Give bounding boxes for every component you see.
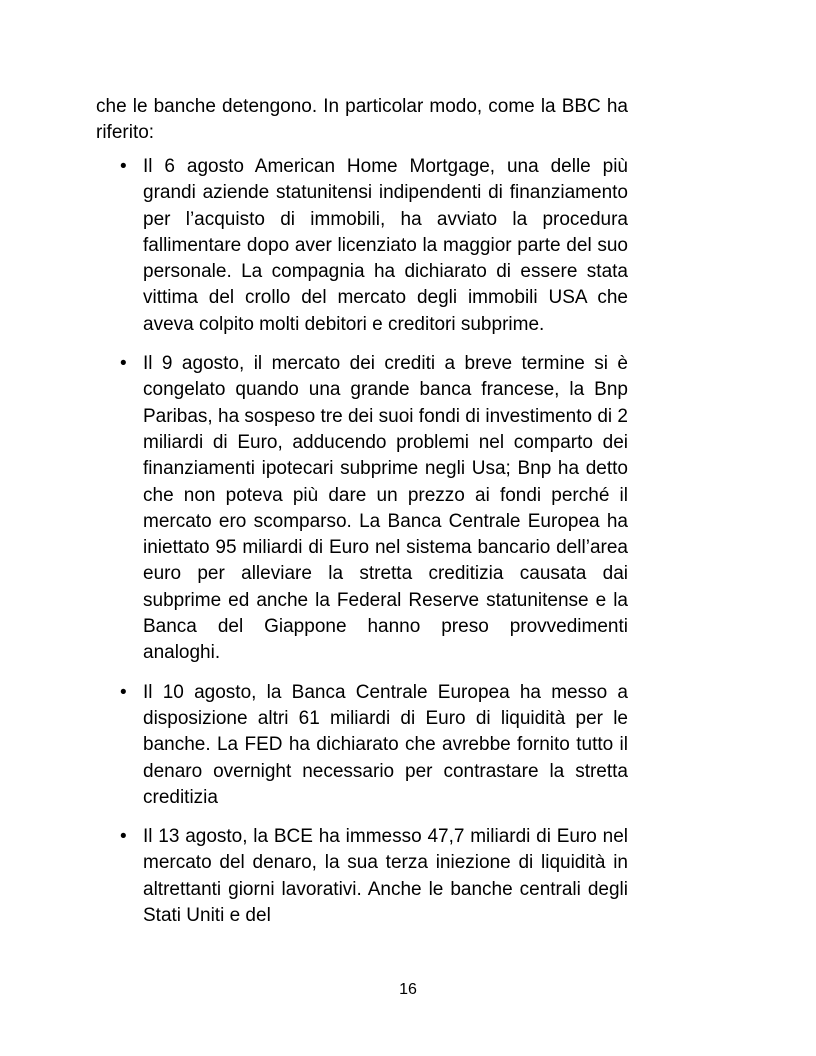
list-item [96, 824, 628, 929]
list-item-text: Il 9 agosto, il mercato dei crediti a breve termine si è congelato quando una grande banca francese, la Bnp Paribas, ha sospeso tre dei suoi fondi di investimento di 2 miliardi di Euro, adducendo problemi nel comparto dei finanziamenti ipotecari subprime negli Usa; Bnp ha detto che non poteva più dare un prezzo ai fondi perché il mercato ero scomparso. La Banca Centrale Europea ha iniettato 95 miliardi di Euro nel sistema bancario dell’area euro per alleviare la stretta creditizia causata dai subprime ed anche la Federal Reserve statunitense e la Banca del Giappone hanno preso provvedimenti analoghi. [143, 353, 628, 664]
list-item [96, 680, 628, 811]
list-item-text: Il 6 agosto American Home Mortgage, una delle più grandi aziende statunitensi indipendenti di finanziamento per l’acquisto di immobili, ha avviato la procedura fallimentare dopo aver licenziato la maggior parte del suo personale. La compagnia ha dichiarato di essere stata vittima del crollo del mercato degli immobili USA che aveva colpito molti debitori e creditori subprime. [143, 156, 628, 335]
page-body [96, 94, 628, 942]
bullet-icon: • [120, 353, 127, 375]
intro-paragraph: che le banche detengono. In particolar modo, come la BBC ha riferito: [96, 96, 628, 143]
bullet-icon: • [120, 826, 127, 848]
bullet-list [96, 154, 628, 929]
list-item-text: Il 10 agosto, la Banca Centrale Europea ha messo a disposizione altri 61 miliardi di Euro di liquidità per le banche. La FED ha dichiarato che avrebbe fornito tutto il denaro overnight necessario per contrastare la stretta creditizia [143, 681, 628, 808]
bullet-icon: • [120, 156, 127, 177]
page-number: 16 [399, 981, 417, 998]
bullet-icon: • [120, 681, 127, 703]
list-item-text: Il 13 agosto, la BCE ha immesso 47,7 miliardi di Euro nel mercato del denaro, la sua terza iniezione di liquidità in altrettanti giorni lavorativi. Anche le banche centrali degli Stati Uniti e del [143, 826, 628, 927]
list-item [96, 351, 628, 667]
list-item [96, 154, 628, 338]
